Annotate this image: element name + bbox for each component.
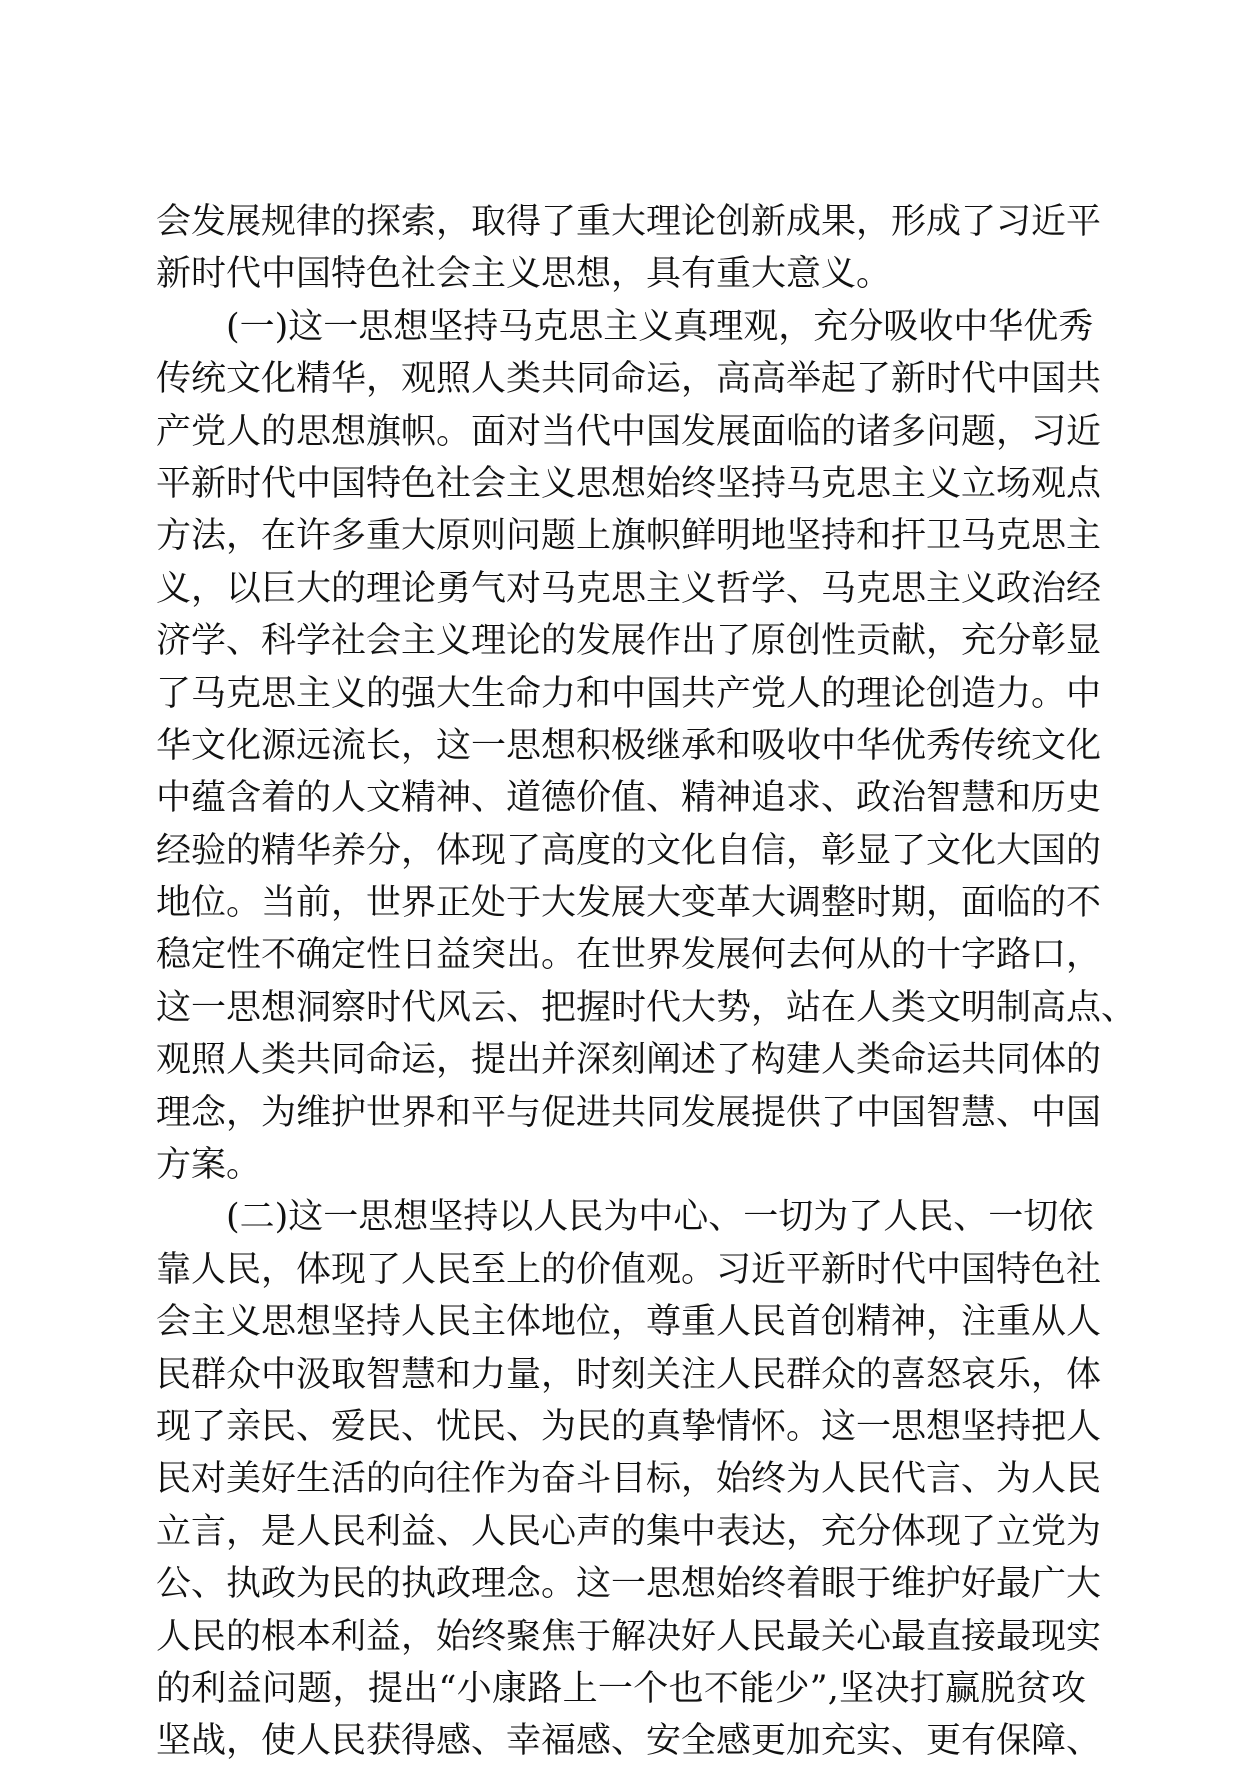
text-line: 公、执政为民的执政理念。这一思想始终着眼于维护好最广大: [156, 1564, 1102, 1605]
text-line: 这一思想洞察时代风云、把握时代大势，站在人类文明制高点、: [156, 987, 1137, 1028]
text-line: 传统文化精华，观照人类共同命运，高高举起了新时代中国共: [156, 359, 1102, 400]
text-line: 济学、科学社会主义理论的发展作出了原创性贡献，充分彰显: [156, 621, 1102, 662]
text-line: (二)这一思想坚持以人民为中心、一切为了人民、一切依: [226, 1197, 1094, 1238]
text-line: 方案。: [156, 1145, 262, 1186]
text-line: 靠人民，体现了人民至上的价值观。习近平新时代中国特色社: [156, 1249, 1102, 1290]
text-line: 稳定性不确定性日益突出。在世界发展何去何从的十字路口，: [156, 935, 1102, 976]
text-line: 立言，是人民利益、人民心声的集中表达，充分体现了立党为: [156, 1511, 1102, 1552]
text-line: 民对美好生活的向往作为奋斗目标，始终为人民代言、为人民: [156, 1459, 1102, 1500]
text-line: 了马克思主义的强大生命力和中国共产党人的理论创造力。中: [156, 673, 1102, 714]
text-line: 产党人的思想旗帜。面对当代中国发展面临的诸多问题，习近: [156, 411, 1102, 452]
text-line: 的利益问题，提出“小康路上一个也不能少”,坚决打赢脱贫攻: [156, 1668, 1086, 1709]
text-line: 理念，为维护世界和平与促进共同发展提供了中国智慧、中国: [156, 1092, 1102, 1133]
text-line: 方法，在许多重大原则问题上旗帜鲜明地坚持和扞卫马克思主: [156, 516, 1102, 557]
text-line: 华文化源远流长，这一思想积极继承和吸收中华优秀传统文化: [156, 725, 1102, 766]
text-line: 人民的根本利益，始终聚焦于解决好人民最关心最直接最现实: [156, 1616, 1102, 1657]
text-line: 中蕴含着的人文精神、道德价值、精神追求、政治智慧和历史: [156, 778, 1102, 819]
text-line: 现了亲民、爱民、忧民、为民的真挚情怀。这一思想坚持把人: [156, 1406, 1102, 1447]
text-line: (一)这一思想坚持马克思主义真理观，充分吸收中华优秀: [226, 306, 1094, 347]
text-line: 观照人类共同命运，提出并深刻阐述了构建人类命运共同体的: [156, 1040, 1102, 1081]
text-line: 新时代中国特色社会主义思想，具有重大意义。: [156, 254, 892, 295]
text-line: 义，以巨大的理论勇气对马克思主义哲学、马克思主义政治经: [156, 568, 1102, 609]
text-line: 地位。当前，世界正处于大发展大变革大调整时期，面临的不: [156, 883, 1102, 924]
text-line: 民群众中汲取智慧和力量，时刻关注人民群众的喜怒哀乐，体: [156, 1354, 1102, 1395]
text-line: 坚战，使人民获得感、幸福感、安全感更加充实、更有保障、: [156, 1721, 1102, 1762]
text-line: 会发展规律的探索，取得了重大理论创新成果，形成了习近平: [156, 202, 1102, 242]
text-line: 会主义思想坚持人民主体地位，尊重人民首创精神，注重从人: [156, 1302, 1102, 1343]
text-line: 平新时代中国特色社会主义思想始终坚持马克思主义立场观点: [156, 463, 1102, 504]
body-text: [156, 196, 1137, 1768]
text-line: 经验的精华养分，体现了高度的文化自信，彰显了文化大国的: [156, 830, 1102, 871]
